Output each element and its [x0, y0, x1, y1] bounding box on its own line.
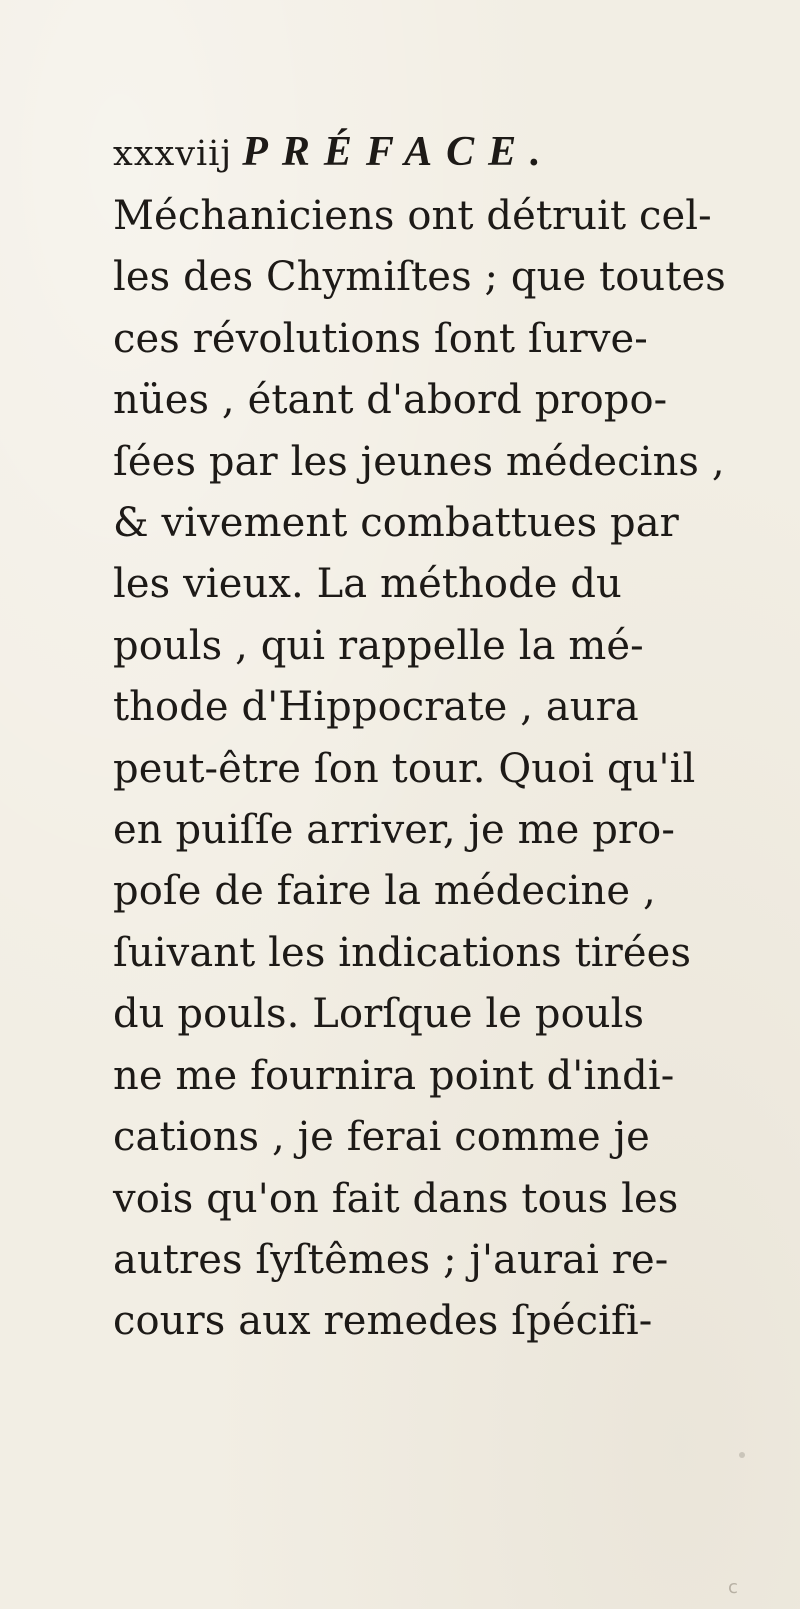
page-header	[113, 128, 555, 188]
text-line-7: les vieux. La méthode du	[113, 561, 622, 608]
text-line-2: les des Chymiſtes ; que toutes	[113, 254, 726, 301]
page-number: xxxviij	[113, 134, 233, 174]
text-line-16: cations , je ferai comme je	[113, 1114, 650, 1161]
text-line-11: en puiſſe arriver, je me pro-	[113, 807, 675, 854]
text-line-1: Méchaniciens ont détruit cel-	[113, 193, 712, 239]
running-title: PRÉFACE.	[242, 129, 555, 175]
text-line-6: & vivement combattues par	[113, 500, 679, 547]
paper-speck	[739, 1452, 745, 1458]
text-line-5: ſées par les jeunes médecins ,	[113, 438, 725, 485]
faint-mark: c	[728, 1577, 738, 1598]
text-line-18: autres ſyſtêmes ; j'aurai re-	[113, 1236, 669, 1283]
text-line-14: du pouls. Lorſque le pouls	[113, 991, 645, 1038]
text-line-8: pouls , qui rappelle la mé-	[113, 622, 644, 669]
text-line-13: ſuivant les indications tirées	[113, 929, 692, 976]
text-line-9: thode d'Hippocrate , aura	[113, 684, 639, 731]
text-line-17: vois qu'on fait dans tous les	[113, 1175, 679, 1222]
text-line-3: ces révolutions ſont ſurve-	[113, 315, 648, 362]
body-text	[113, 186, 783, 1353]
text-line-4: nües , étant d'abord propo-	[113, 377, 668, 424]
text-line-10: peut-être ſon tour. Quoi qu'il	[113, 745, 696, 792]
text-line-15: ne me fournira point d'indi-	[113, 1052, 675, 1099]
text-line-19: cours aux remedes ſpécifi-	[113, 1298, 653, 1345]
text-line-12: poſe de faire la médecine ,	[113, 868, 656, 915]
